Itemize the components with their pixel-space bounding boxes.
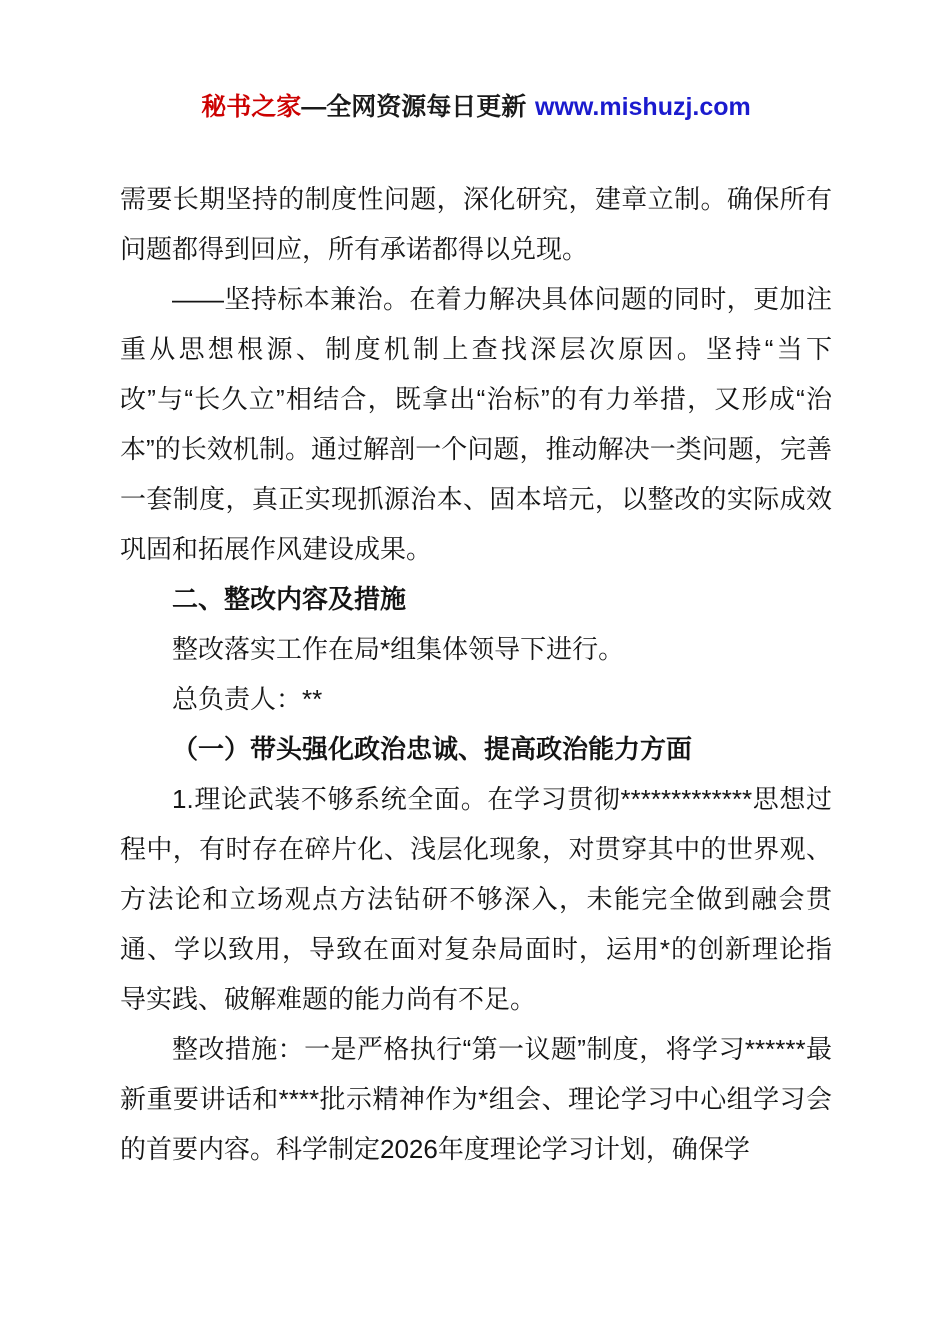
site-name: 秘书之家 bbox=[201, 93, 302, 121]
site-url-link[interactable]: www.mishuzj.com bbox=[535, 93, 751, 121]
subsection-heading: （一）带头强化政治忠诚、提高政治能力方面 bbox=[172, 734, 693, 764]
section-heading: 二、整改内容及措施 bbox=[172, 584, 407, 614]
paragraph: 整改落实工作在局*组集体领导下进行。 bbox=[172, 634, 625, 664]
paragraph: 总负责人：** bbox=[172, 684, 323, 714]
header-tagline: —全网资源每日更新 bbox=[301, 93, 527, 121]
document-body bbox=[120, 174, 832, 1174]
page-header bbox=[120, 92, 832, 122]
paragraph: ——坚持标本兼治。在着力解决具体问题的同时，更加注重从思想根源、制度机制上查找深层次原因。坚持“当下改”与“长久立”相结合，既拿出“治标”的有力举措，又形成“治本”的长效机制。通过解剖一个问题，推动解决一类问题，完善一套制度，真正实现抓源治本、固本培元，以整改的实际成效巩固和拓展作风建设成果。 bbox=[120, 284, 832, 564]
paragraph-continuation: 需要长期坚持的制度性问题，深化研究，建章立制。确保所有问题都得到回应，所有承诺都得以兑现。 bbox=[120, 184, 832, 264]
paragraph: 整改措施：一是严格执行“第一议题”制度，将学习******最新重要讲话和****批示精神作为*组会、理论学习中心组学习会的首要内容。科学制定2026年度理论学习计划，确保学 bbox=[120, 1034, 832, 1164]
paragraph: 1.理论武装不够系统全面。在学习贯彻*************思想过程中，有时存在碎片化、浅层化现象，对贯穿其中的世界观、方法论和立场观点方法钻研不够深入，未能完全做到融会贯通、学以致用，导致在面对复杂局面时，运用*的创新理论指导实践、破解难题的能力尚有不足。 bbox=[120, 784, 832, 1014]
